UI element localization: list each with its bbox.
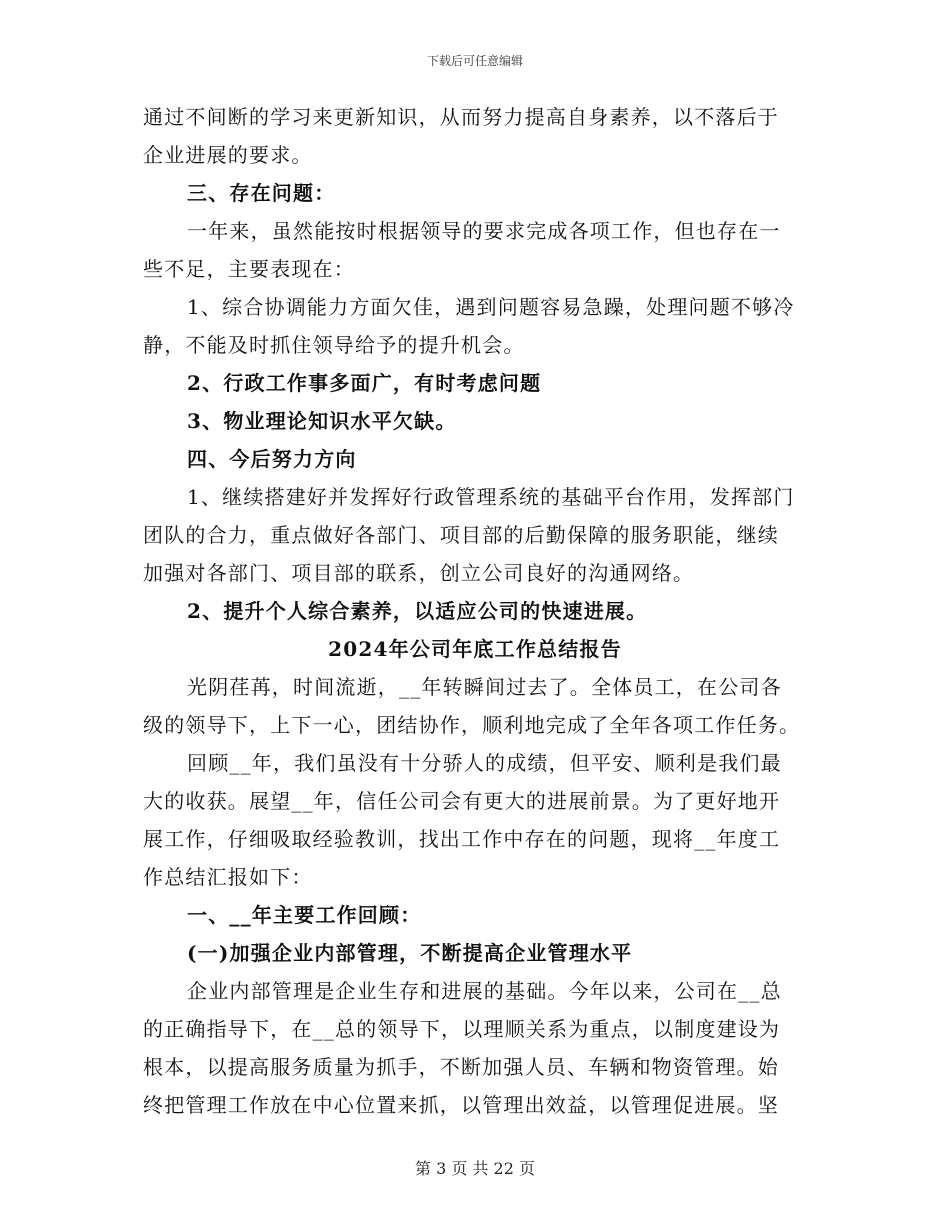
paragraph-line: 回顾__年，我们虽没有十分骄人的成绩，但平安、顺利是我们最 — [187, 751, 782, 775]
paragraph-line: 一年来，虽然能按时根据领导的要求完成各项工作，但也存在一 — [187, 219, 781, 243]
document-title: 2024年公司年底工作总结报告 — [328, 637, 622, 661]
paragraph-line: 企业内部管理是企业生存和进展的基础。今年以来，公司在__总 — [187, 979, 782, 1003]
list-item: 1、综合协调能力方面欠佳，遇到问题容易急躁，处理问题不够冷 — [187, 295, 795, 319]
list-item: 2、行政工作事多面广，有时考虑问题 — [187, 371, 542, 395]
list-item: 3、物业理论知识水平欠缺。 — [187, 409, 457, 433]
page-footer: 第 3 页 共 22 页 — [415, 1159, 535, 1178]
paragraph-line: 大的收获。展望__年，信任公司会有更大的进展前景。为了更好地开 — [143, 789, 781, 813]
list-item: 2、提升个人综合素养，以适应公司的快速进展。 — [187, 599, 648, 623]
section-heading: 四、今后努力方向 — [187, 447, 357, 471]
paragraph-line: 展工作，仔细吸取经验教训，找出工作中存在的问题，现将__年度工 — [143, 827, 781, 851]
list-item: 1、继续搭建好并发挥好行政管理系统的基础平台作用，发挥部门 — [187, 485, 795, 509]
section-heading: 一、__年主要工作回顾： — [187, 903, 422, 927]
paragraph-line: 静，不能及时抓住领导给予的提升机会。 — [143, 333, 525, 357]
subsection-heading: (一)加强企业内部管理，不断提高企业管理水平 — [187, 941, 633, 965]
paragraph-line: 加强对各部门、项目部的联系，创立公司良好的沟通网络。 — [143, 561, 695, 585]
paragraph-line: 些不足，主要表现在： — [143, 257, 355, 281]
paragraph-line: 级的领导下，上下一心，团结协作，顺利地完成了全年各项工作任务。 — [143, 713, 801, 737]
paragraph-line: 作总结汇报如下： — [143, 865, 313, 889]
paragraph-line: 团队的合力，重点做好各部门、项目部的后勤保障的服务职能，继续 — [143, 523, 779, 547]
paragraph-line: 终把管理工作放在中心位置来抓，以管理出效益，以管理促进展。坚 — [143, 1093, 779, 1117]
paragraph-line: 根本，以提高服务质量为抓手，不断加强人员、车辆和物资管理。始 — [143, 1055, 779, 1079]
paragraph-line: 企业进展的要求。 — [143, 143, 313, 167]
page-header: 下载后可任意编辑 — [426, 54, 523, 68]
paragraph-line: 光阴荏苒，时间流逝，__年转瞬间过去了。全体员工，在公司各 — [187, 675, 782, 699]
section-heading: 三、存在问题： — [187, 181, 336, 205]
paragraph-line: 通过不间断的学习来更新知识，从而努力提高自身素养，以不落后于 — [143, 105, 779, 129]
document-body — [143, 98, 807, 1124]
paragraph-line: 的正确指导下，在__总的领导下，以理顺关系为重点，以制度建设为 — [143, 1017, 781, 1041]
